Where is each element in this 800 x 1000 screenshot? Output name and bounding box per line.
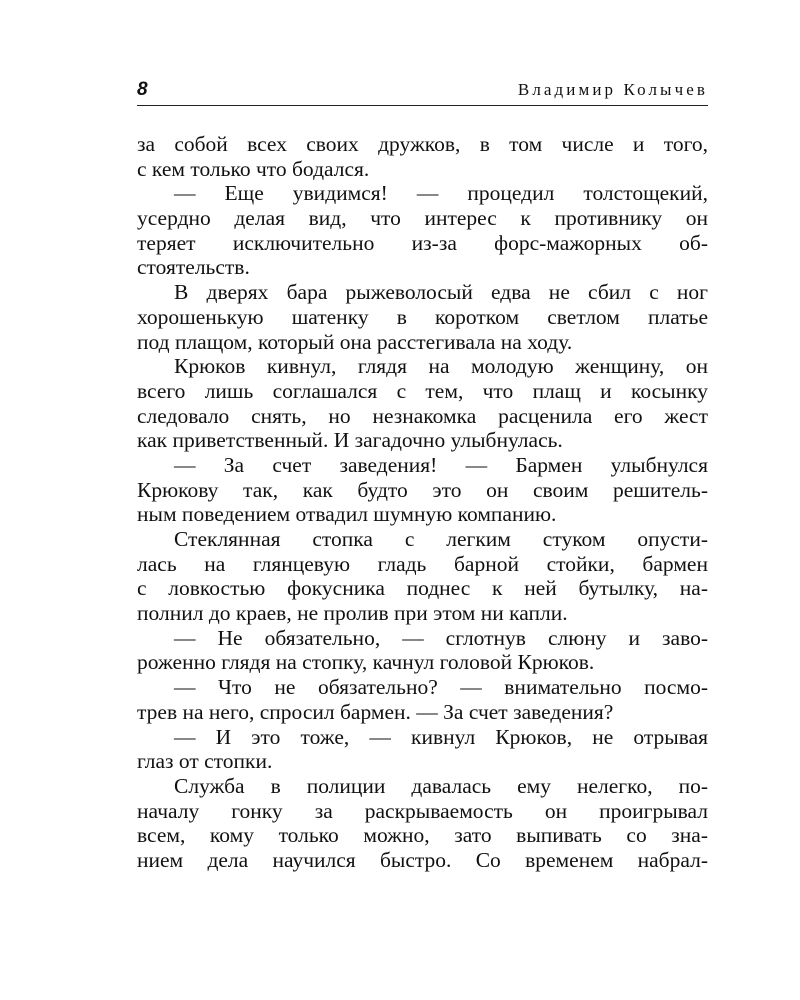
text-line: — И это тоже, — кивнул Крюков, не отрывая: [174, 724, 708, 749]
text-line: — Еще увидимся! — процедил толстощекий,: [174, 181, 708, 206]
text-line: хорошенькую шатенку в коротком светлом платье: [137, 304, 708, 329]
text-line: ным поведением отвадил шумную компанию.: [137, 502, 557, 527]
text-line: — Не обязательно, — сглотнув слюну и заво-: [174, 625, 708, 650]
text-line: как приветственный. И загадочно улыбнулась.: [137, 428, 563, 453]
text-line: Служба в полиции давалась ему нелегко, по-: [174, 773, 708, 798]
text-line: всего лишь соглашался с тем, что плащ и косынку: [137, 378, 708, 403]
text-line: полнил до краев, не пролив при этом ни капли.: [137, 601, 568, 626]
text-line: теряет исключительно из-за форс-мажорных об-: [137, 230, 708, 255]
text-line: под плащом, который она расстегивала на ходу.: [137, 329, 573, 354]
page-number: 8: [137, 79, 148, 100]
text-line: лась на глянцевую гладь барной стойки, бармен: [137, 551, 708, 576]
text-line: всем, кому только можно, зато выпивать со зна-: [137, 823, 708, 848]
text-line: Стеклянная стопка с легким стуком опусти-: [174, 527, 708, 551]
running-head-author: Владимир Колычев: [517, 80, 708, 99]
text-line: началу гонку за раскрываемость он проигрывал: [137, 798, 708, 823]
text-line: стоятельств.: [137, 255, 250, 280]
text-line: с кем только что бодался.: [137, 156, 370, 181]
body-text: [137, 132, 708, 873]
text-line: Крюкову так, как будто это он своим решитель-: [137, 477, 708, 502]
text-line: за собой всех своих дружков, в том числе и того,: [137, 132, 708, 156]
text-line: — Что не обязательно? — внимательно посмо-: [174, 675, 708, 700]
text-line: усердно делая вид, что интерес к противнику он: [137, 206, 708, 231]
running-head: [137, 78, 708, 106]
text-line: роженно глядя на стопку, качнул головой Крюков.: [137, 650, 595, 675]
text-line: с ловкостью фокусника поднес к ней бутылку, на-: [137, 576, 708, 601]
text-line: трев на него, спросил бармен. — За счет заведения?: [137, 699, 614, 724]
text-line: Крюков кивнул, глядя на молодую женщину, он: [174, 354, 708, 379]
header-rule: [137, 105, 708, 106]
text-line: следовало снять, но незнакомка расценила его жест: [137, 403, 708, 428]
text-line: — За счет заведения! — Бармен улыбнулся: [174, 452, 708, 477]
text-line: глаз от стопки.: [137, 749, 273, 774]
text-line: В дверях бара рыжеволосый едва не сбил с ног: [174, 280, 708, 305]
text-line: нием дела научился быстро. Со временем набрал-: [137, 847, 708, 872]
